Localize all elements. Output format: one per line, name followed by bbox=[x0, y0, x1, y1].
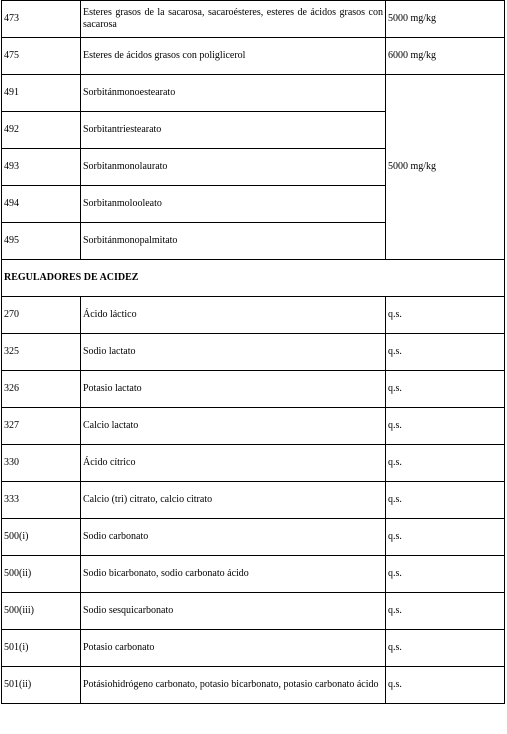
ins-code: 501(i) bbox=[2, 630, 81, 667]
additive-name: Potasio lactato bbox=[81, 371, 386, 408]
table-row bbox=[2, 593, 505, 630]
additive-name: Esteres de ácidos grasos con poliglicerol bbox=[81, 38, 386, 75]
additive-name: Potasio carbonato bbox=[81, 630, 386, 667]
max-dose: q.s. bbox=[386, 519, 505, 556]
max-dose: q.s. bbox=[386, 445, 505, 482]
additive-name: Sodio lactato bbox=[81, 334, 386, 371]
additive-name: Ácido láctico bbox=[81, 297, 386, 334]
max-dose: q.s. bbox=[386, 408, 505, 445]
ins-code: 491 bbox=[2, 75, 81, 112]
additive-name: Sorbitánmonoestearato bbox=[81, 75, 386, 112]
max-dose: q.s. bbox=[386, 556, 505, 593]
section-title: REGULADORES DE ACIDEZ bbox=[2, 260, 505, 297]
ins-code: 494 bbox=[2, 186, 81, 223]
ins-code: 270 bbox=[2, 297, 81, 334]
ins-code: 325 bbox=[2, 334, 81, 371]
table-row bbox=[2, 297, 505, 334]
table-row bbox=[2, 556, 505, 593]
max-dose: 5000 mg/kg bbox=[386, 1, 505, 38]
ins-code: 500(iii) bbox=[2, 593, 81, 630]
additive-name: Sorbitantriestearato bbox=[81, 112, 386, 149]
table-row bbox=[2, 334, 505, 371]
max-dose-group: 5000 mg/kg bbox=[386, 75, 505, 260]
ins-code: 500(i) bbox=[2, 519, 81, 556]
ins-code: 333 bbox=[2, 482, 81, 519]
additive-name: Sodio sesquicarbonato bbox=[81, 593, 386, 630]
max-dose: q.s. bbox=[386, 371, 505, 408]
table-row bbox=[2, 38, 505, 75]
max-dose: q.s. bbox=[386, 297, 505, 334]
additive-name: Calcio (tri) citrato, calcio citrato bbox=[81, 482, 386, 519]
ins-code: 473 bbox=[2, 1, 81, 38]
additive-name: Sorbitánmonopalmitato bbox=[81, 223, 386, 260]
ins-code: 493 bbox=[2, 149, 81, 186]
additive-name: Sorbitanmolooleato bbox=[81, 186, 386, 223]
ins-code: 492 bbox=[2, 112, 81, 149]
table-row bbox=[2, 667, 505, 704]
additive-name: Calcio lactato bbox=[81, 408, 386, 445]
ins-code: 501(ii) bbox=[2, 667, 81, 704]
table-row bbox=[2, 519, 505, 556]
additive-name: Sorbitanmonolaurato bbox=[81, 149, 386, 186]
max-dose: q.s. bbox=[386, 593, 505, 630]
max-dose: q.s. bbox=[386, 334, 505, 371]
table-row bbox=[2, 75, 505, 112]
additives-table bbox=[1, 0, 505, 704]
additive-name: Ácido cítrico bbox=[81, 445, 386, 482]
ins-code: 330 bbox=[2, 445, 81, 482]
ins-code: 495 bbox=[2, 223, 81, 260]
table-row bbox=[2, 445, 505, 482]
ins-code: 475 bbox=[2, 38, 81, 75]
table-row bbox=[2, 408, 505, 445]
max-dose: q.s. bbox=[386, 630, 505, 667]
table-row bbox=[2, 482, 505, 519]
ins-code: 327 bbox=[2, 408, 81, 445]
max-dose: q.s. bbox=[386, 667, 505, 704]
ins-code: 500(ii) bbox=[2, 556, 81, 593]
additive-name: Potásiohidrógeno carbonato, potasio bicarbonato, potasio carbonato ácido bbox=[81, 667, 386, 704]
table-row bbox=[2, 1, 505, 38]
ins-code: 326 bbox=[2, 371, 81, 408]
max-dose: q.s. bbox=[386, 482, 505, 519]
section-header-row bbox=[2, 260, 505, 297]
table-row bbox=[2, 630, 505, 667]
additive-name: Esteres grasos de la sacarosa, sacaroésteres, esteres de ácidos grasos con sacarosa bbox=[81, 1, 386, 38]
additive-name: Sodio carbonato bbox=[81, 519, 386, 556]
additive-name: Sodio bicarbonato, sodio carbonato ácido bbox=[81, 556, 386, 593]
table-row bbox=[2, 371, 505, 408]
max-dose: 6000 mg/kg bbox=[386, 38, 505, 75]
